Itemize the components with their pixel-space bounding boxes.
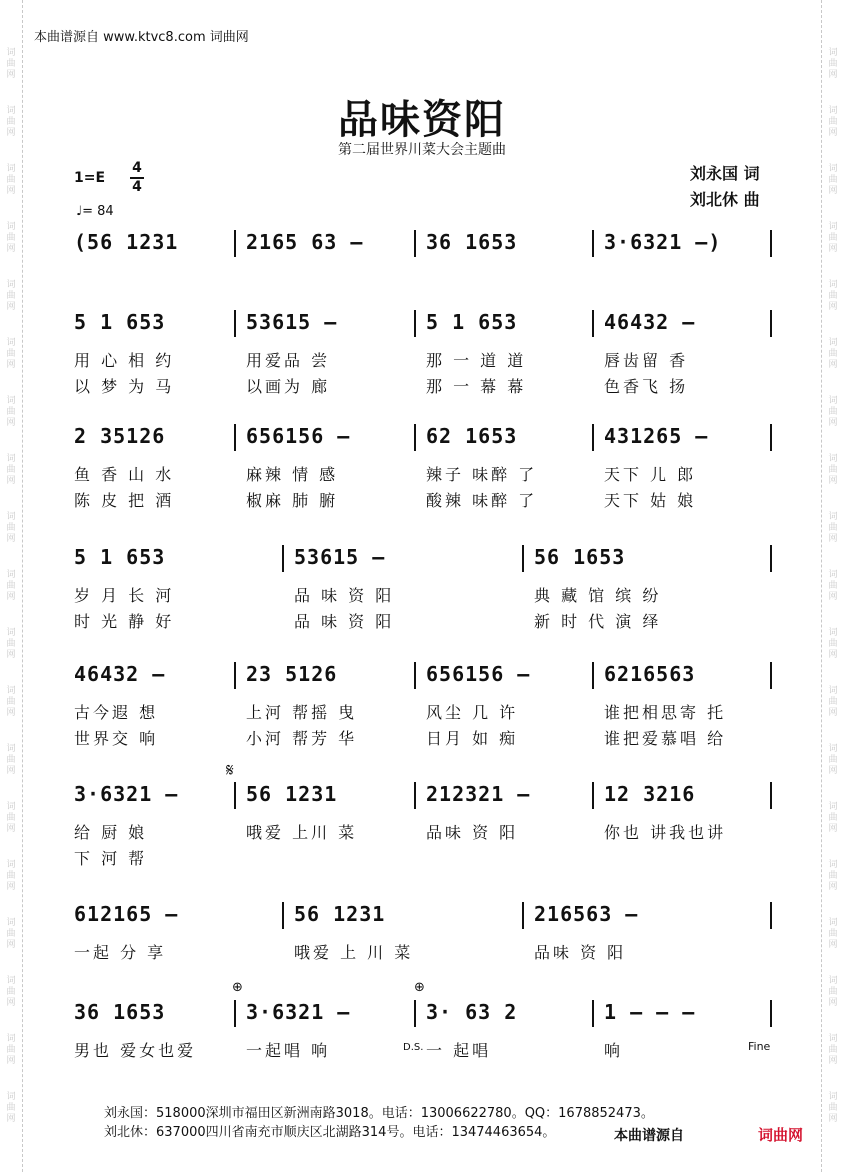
notation-row <box>62 310 782 338</box>
lyric-segment: 你也 讲我也讲 <box>604 823 727 842</box>
lyric-segment: 那 一 幕 幕 <box>426 377 527 396</box>
lyric-segment: 品味 资 阳 <box>426 823 519 842</box>
lyric-row <box>62 609 782 633</box>
bar-line <box>234 230 236 257</box>
key-signature: 1=E <box>74 170 106 186</box>
measure: 2165 63 – <box>246 230 364 254</box>
measure: 23 5126 <box>246 662 338 686</box>
watermark-text: 词 曲 网 <box>6 222 16 254</box>
lyric-segment: 世界交 响 <box>74 729 159 748</box>
lyric-row <box>62 846 782 870</box>
watermark-text: 词 曲 网 <box>6 744 16 776</box>
lyric-segment: 日月 如 痴 <box>426 729 519 748</box>
bar-line <box>522 902 524 929</box>
notation-row <box>62 230 782 258</box>
measure: 56 1653 <box>534 545 626 569</box>
bar-line <box>234 662 236 689</box>
bar-line <box>414 782 416 809</box>
measure: 46432 – <box>74 662 166 686</box>
dal-segno: D.S. <box>403 1042 424 1053</box>
notation-row <box>62 1000 782 1028</box>
measure: 6216563 <box>604 662 696 686</box>
lyric-row <box>62 374 782 398</box>
lyricist-credit: 刘永国 词 <box>690 164 760 183</box>
lyric-segment: 品味 资 阳 <box>534 943 627 962</box>
measure: (56 1231 <box>74 230 179 254</box>
lyric-segment: 天下 儿 郎 <box>604 465 697 484</box>
lyricist-contact: 刘永国：518000深圳市福田区新洲南路3018。电话：13006622780。QQ：1678852473。 <box>104 1106 654 1121</box>
bar-line <box>414 230 416 257</box>
watermark-text: 词 曲 网 <box>828 976 838 1008</box>
bar-line <box>592 662 594 689</box>
lyric-row <box>62 940 782 964</box>
composer-credit: 刘北休 曲 <box>690 190 760 209</box>
bar-line <box>592 1000 594 1027</box>
bar-line <box>770 1000 772 1027</box>
bar-line <box>234 1000 236 1027</box>
measure: 3· 63 2 <box>426 1000 518 1024</box>
watermark-text: 词 曲 网 <box>6 48 16 80</box>
source-header: 本曲谱源自 www.ktvc8.com 词曲网 <box>34 30 249 45</box>
lyric-segment: 风尘 几 许 <box>426 703 519 722</box>
measure: 5 1 653 <box>74 310 166 334</box>
lyric-segment: 古今遐 想 <box>74 703 159 722</box>
measure: 212321 – <box>426 782 531 806</box>
measure: 5 1 653 <box>74 545 166 569</box>
notation-row <box>62 782 782 810</box>
lyric-segment: 天下 姑 娘 <box>604 491 697 510</box>
notation-row <box>62 424 782 452</box>
measure: 3·6321 – <box>74 782 179 806</box>
watermark-text: 词 曲 网 <box>6 1034 16 1066</box>
watermark-text: 词 曲 网 <box>828 570 838 602</box>
lyric-segment: 鱼 香 山 水 <box>74 465 175 484</box>
bar-line <box>770 662 772 689</box>
measure: 36 1653 <box>426 230 518 254</box>
measure: 36 1653 <box>74 1000 166 1024</box>
lyric-segment: 下 河 帮 <box>74 849 148 868</box>
bar-line <box>234 310 236 337</box>
bar-line <box>414 310 416 337</box>
watermark-text: 词 曲 网 <box>828 860 838 892</box>
lyric-segment: 给 厨 娘 <box>74 823 148 842</box>
song-title: 品味资阳 <box>338 97 506 143</box>
bar-line <box>770 782 772 809</box>
measure: 612165 – <box>74 902 179 926</box>
bar-line <box>414 424 416 451</box>
watermark-text: 词 曲 网 <box>6 454 16 486</box>
watermark-text: 词 曲 网 <box>6 976 16 1008</box>
bar-line <box>414 1000 416 1027</box>
time-signature <box>130 160 144 196</box>
measure: 656156 – <box>426 662 531 686</box>
lyric-segment: 椒麻 肺 腑 <box>246 491 339 510</box>
lyric-segment: 以画为 廊 <box>246 377 331 396</box>
measure: 56 1231 <box>246 782 338 806</box>
lyric-segment: 典 藏 馆 缤 纷 <box>534 586 662 605</box>
watermark-text: 词 曲 网 <box>6 686 16 718</box>
lyric-segment: 一起唱 响 <box>246 1041 331 1060</box>
lyric-segment: 品 味 资 阳 <box>294 612 395 631</box>
measure: 56 1231 <box>294 902 386 926</box>
watermark-text: 词 曲 网 <box>828 222 838 254</box>
lyric-segment: 一起 分 享 <box>74 943 167 962</box>
lyric-segment: 哦爱 上 川 菜 <box>294 943 414 962</box>
bar-line <box>234 424 236 451</box>
bar-line <box>592 424 594 451</box>
lyric-segment: 陈 皮 把 酒 <box>74 491 175 510</box>
meter-top: 4 <box>132 160 142 176</box>
watermark-text: 词 曲 网 <box>828 396 838 428</box>
measure: 62 1653 <box>426 424 518 448</box>
watermark-text: 词 曲 网 <box>6 338 16 370</box>
watermark-text: 词 曲 网 <box>828 918 838 950</box>
site-logo: 词曲网 <box>758 1126 804 1144</box>
measure: 12 3216 <box>604 782 696 806</box>
segno-sign: 𝄋 <box>226 760 234 781</box>
composer-contact: 刘北休：637000四川省南充市顺庆区北湖路314号。电话：13474463654。 <box>104 1125 556 1140</box>
lyric-segment: 谁把爱慕唱 给 <box>604 729 727 748</box>
watermark-text: 词 曲 网 <box>828 512 838 544</box>
lyric-row <box>62 348 782 372</box>
bar-line <box>592 230 594 257</box>
bar-line <box>522 545 524 572</box>
notation-row <box>62 545 782 573</box>
lyric-row <box>62 583 782 607</box>
watermark-text: 词 曲 网 <box>6 280 16 312</box>
lyric-segment: 谁把相思寄 托 <box>604 703 727 722</box>
source-footer: 本曲谱源自 <box>614 1128 684 1144</box>
lyric-segment: 以 梦 为 马 <box>74 377 175 396</box>
measure: 3·6321 – <box>246 1000 351 1024</box>
measure: 53615 – <box>294 545 386 569</box>
watermark-text: 词 曲 网 <box>828 628 838 660</box>
watermark-text: 词 曲 网 <box>6 628 16 660</box>
watermark-text: 词 曲 网 <box>828 280 838 312</box>
lyric-segment: 用爱品 尝 <box>246 351 331 370</box>
watermark-text: 词 曲 网 <box>6 512 16 544</box>
bar-line <box>414 662 416 689</box>
lyric-segment: 哦爱 上川 菜 <box>246 823 358 842</box>
lyric-segment: 男也 爱女也爱 <box>74 1041 197 1060</box>
bar-line <box>282 902 284 929</box>
notation-row <box>62 662 782 690</box>
watermark-text: 词 曲 网 <box>6 396 16 428</box>
watermark-text: 词 曲 网 <box>6 570 16 602</box>
meter-bottom: 4 <box>132 179 142 195</box>
watermark-text: 词 曲 网 <box>828 48 838 80</box>
lyric-segment: 唇齿留 香 <box>604 351 689 370</box>
fine-marking: Fine <box>748 1040 771 1053</box>
bar-line <box>234 782 236 809</box>
watermark-text: 词 曲 网 <box>828 744 838 776</box>
lyric-segment: 响 <box>604 1041 624 1060</box>
measure: 3·6321 –) <box>604 230 722 254</box>
coda-sign: ⊕ <box>414 980 425 995</box>
measure: 656156 – <box>246 424 351 448</box>
lyric-row <box>62 726 782 750</box>
watermark-text: 词 曲 网 <box>6 802 16 834</box>
watermark-text: 词 曲 网 <box>6 1092 16 1124</box>
watermark-text: 词 曲 网 <box>828 164 838 196</box>
lyric-segment: 品 味 资 阳 <box>294 586 395 605</box>
watermark-text: 词 曲 网 <box>6 106 16 138</box>
lyric-segment: 那 一 道 道 <box>426 351 527 370</box>
lyric-segment: 上河 帮摇 曳 <box>246 703 358 722</box>
watermark-text: 词 曲 网 <box>828 338 838 370</box>
lyric-segment: 新 时 代 演 绎 <box>534 612 662 631</box>
watermark-text: 词 曲 网 <box>6 164 16 196</box>
watermark-text: 词 曲 网 <box>828 106 838 138</box>
watermark-text: 词 曲 网 <box>828 1092 838 1124</box>
measure: 431265 – <box>604 424 709 448</box>
lyric-row <box>62 820 782 844</box>
measure: 2 35126 <box>74 424 166 448</box>
tempo-marking: ♩= 84 <box>76 204 114 219</box>
lyric-segment: 麻辣 情 感 <box>246 465 339 484</box>
lyric-segment: 用 心 相 约 <box>74 351 175 370</box>
lyric-segment: 一 起唱 <box>426 1041 492 1060</box>
lyric-segment: 辣子 味醉 了 <box>426 465 538 484</box>
watermark-text: 词 曲 网 <box>6 918 16 950</box>
left-margin <box>0 0 23 1172</box>
right-margin <box>821 0 844 1172</box>
coda-sign: ⊕ <box>232 980 243 995</box>
watermark-text: 词 曲 网 <box>828 802 838 834</box>
measure: 216563 – <box>534 902 639 926</box>
lyric-segment: 时 光 静 好 <box>74 612 175 631</box>
bar-line <box>770 310 772 337</box>
lyric-segment: 岁 月 长 河 <box>74 586 175 605</box>
watermark-text: 词 曲 网 <box>6 860 16 892</box>
watermark-text: 词 曲 网 <box>828 454 838 486</box>
bar-line <box>282 545 284 572</box>
lyric-row <box>62 700 782 724</box>
watermark-text: 词 曲 网 <box>828 686 838 718</box>
lyric-segment: 小河 帮芳 华 <box>246 729 358 748</box>
measure: 5 1 653 <box>426 310 518 334</box>
lyric-row <box>62 462 782 486</box>
lyric-segment: 酸辣 味醉 了 <box>426 491 538 510</box>
song-subtitle: 第二届世界川菜大会主题曲 <box>338 142 506 158</box>
bar-line <box>592 310 594 337</box>
bar-line <box>592 782 594 809</box>
bar-line <box>770 230 772 257</box>
watermark-text: 词 曲 网 <box>828 1034 838 1066</box>
lyric-row <box>62 488 782 512</box>
measure: 1 – – – <box>604 1000 696 1024</box>
bar-line <box>770 424 772 451</box>
measure: 53615 – <box>246 310 338 334</box>
notation-row <box>62 902 782 930</box>
lyric-segment: 色香飞 扬 <box>604 377 689 396</box>
measure: 46432 – <box>604 310 696 334</box>
bar-line <box>770 902 772 929</box>
bar-line <box>770 545 772 572</box>
